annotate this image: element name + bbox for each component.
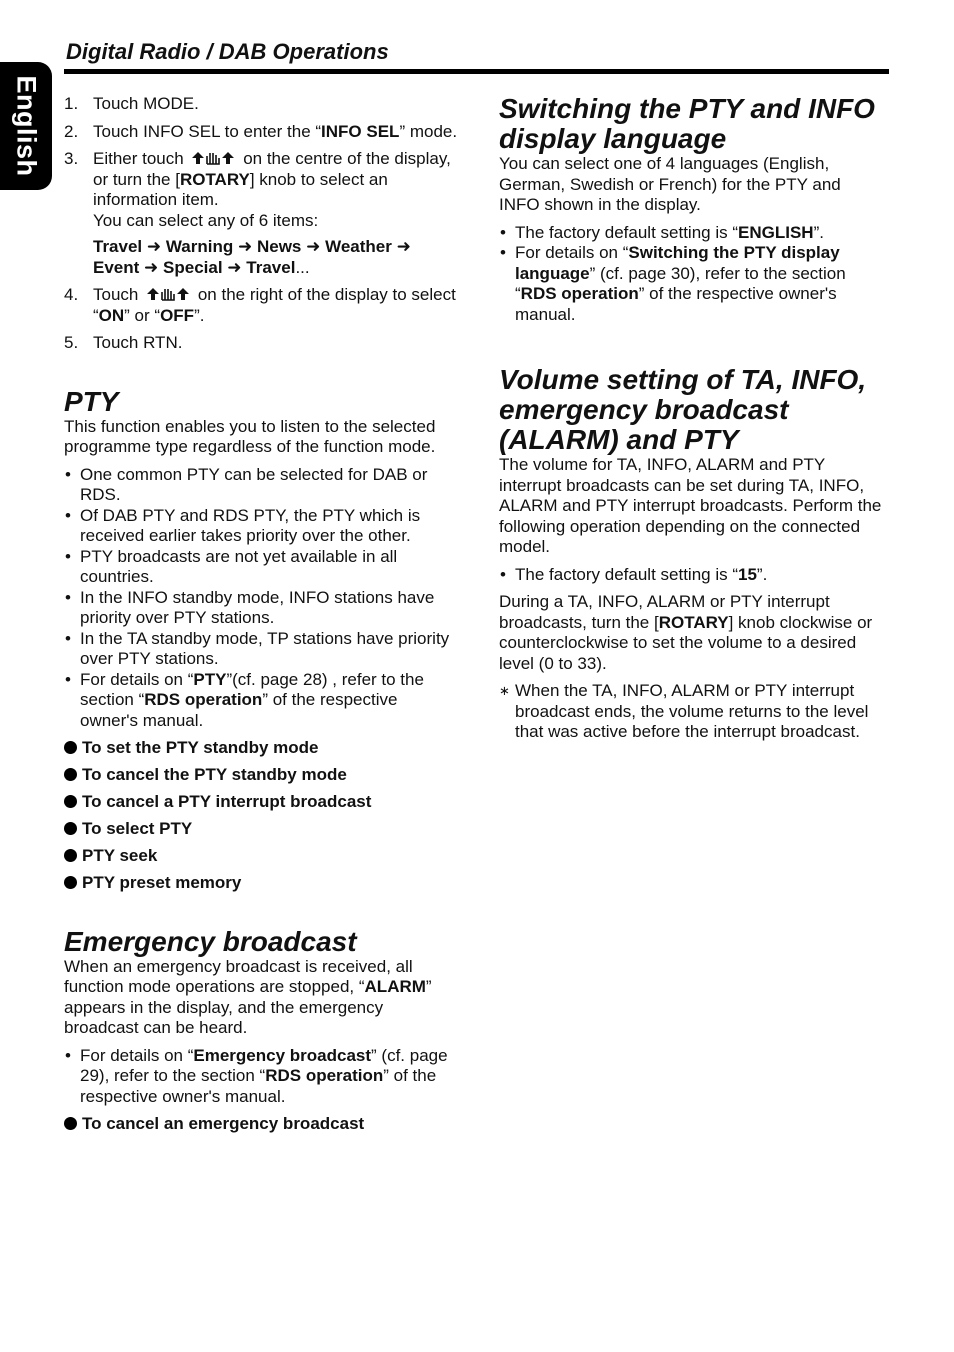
page-header: Digital Radio / DAB Operations — [66, 39, 389, 64]
left-column — [64, 94, 459, 1141]
list-item: • The factory default setting is “ENGLISH”. — [499, 223, 884, 244]
volume-instructions: During a TA, INFO, ALARM or PTY interrupt broadcasts, turn the [ROTARY] knob clockwise or counterclockwise to set the volume to a desired level (0 to 33). — [499, 592, 873, 673]
bullet-dot-icon — [64, 768, 77, 781]
pty-intro: This function enables you to listen to the selected programme type regardless of the function mode. — [64, 416, 436, 456]
emergency-intro: When an emergency broadcast is received, all function mode operations are stopped, “ALARM” appears in the display, and the emergency broadcast can be heard. — [64, 956, 432, 1037]
language-intro: You can select one of 4 languages (English, German, Swedish or French) for the PTY and INFO shown in the display. — [499, 154, 841, 214]
step-4: 4. Touch on the right of the display to select “ON” or “OFF”. — [64, 285, 456, 325]
list-item: • For details on “PTY”(cf. page 28) , refer to the section “RDS operation” of the respective owner's manual. — [64, 670, 459, 732]
list-item: • One common PTY can be selected for DAB or RDS. — [64, 465, 459, 506]
volume-note: ∗ When the TA, INFO, ALARM or PTY interrupt broadcast ends, the volume returns to the level that was active before the interrupt broadcast. — [499, 681, 869, 741]
pty-bullets — [64, 465, 459, 732]
side-tab-label: English — [11, 75, 42, 177]
pty-action-select: To select PTY — [64, 819, 459, 840]
bullet-dot-icon — [64, 849, 77, 862]
list-item: • Of DAB PTY and RDS PTY, the PTY which is received earlier takes priority over the other. — [64, 506, 459, 547]
list-item: • The factory default setting is “15”. — [499, 565, 884, 586]
emergency-action-cancel: To cancel an emergency broadcast — [64, 1114, 459, 1135]
volume-heading: Volume setting of TA, INFO, emergency broadcast (ALARM) and PTY — [499, 364, 867, 455]
pty-action-preset: PTY preset memory — [64, 873, 459, 894]
emergency-heading: Emergency broadcast — [64, 925, 357, 957]
asterisk-icon: ∗ — [499, 683, 510, 698]
step-1: 1. Touch MODE. — [64, 94, 199, 113]
step-1-text: Touch MODE. — [93, 94, 199, 113]
pty-action-cancel-standby: To cancel the PTY standby mode — [64, 765, 459, 786]
language-side-tab — [0, 62, 52, 190]
emergency-bullets — [64, 1046, 459, 1108]
list-item: • For details on “Switching the PTY display language” (cf. page 30), refer to the section “RDS operation” of the respective owner's manual. — [499, 243, 884, 325]
pty-item-sequence: Travel ➜ Warning ➜ News ➜ Weather ➜ Event ➜ Special ➜ Travel... — [93, 237, 411, 277]
list-item: • PTY broadcasts are not yet available in all countries. — [64, 547, 459, 588]
up-hand-up-icon — [190, 150, 236, 166]
list-item: • For details on “Emergency broadcast” (cf. page 29), refer to the section “RDS operation” of the respective owner's manual. — [64, 1046, 459, 1108]
bullet-dot-icon — [64, 741, 77, 754]
pty-action-cancel-interrupt: To cancel a PTY interrupt broadcast — [64, 792, 459, 813]
bullet-dot-icon — [64, 1117, 77, 1130]
list-item: • In the TA standby mode, TP stations have priority over PTY stations. — [64, 629, 459, 670]
volume-bullets — [499, 565, 884, 586]
step-3: 3. Either touch on the centre of the display, or turn the [ROTARY] knob to select an information item. You can select any of 6 items: Travel ➜ Warning ➜ News ➜ Weather ➜ Event ➜ Special ➜ Travel... — [64, 149, 459, 278]
step-2: 2. Touch INFO SEL to enter the “INFO SEL” mode. — [64, 121, 458, 141]
pty-heading: PTY — [64, 385, 119, 417]
language-heading: Switching the PTY and INFO display language — [499, 93, 875, 154]
pty-action-seek: PTY seek — [64, 846, 459, 867]
pty-action-set-standby: To set the PTY standby mode — [64, 738, 459, 759]
up-hand-up-icon — [145, 286, 191, 302]
step-5: 5. Touch RTN. — [64, 333, 183, 352]
language-bullets — [499, 223, 884, 326]
bullet-dot-icon — [64, 795, 77, 808]
volume-intro: The volume for TA, INFO, ALARM and PTY interrupt broadcasts can be set during TA, INFO, ALARM and PTY interrupt broadcasts. Perform the following operation depending on the connected model. — [499, 455, 882, 556]
list-item: • In the INFO standby mode, INFO stations have priority over PTY stations. — [64, 588, 459, 629]
right-column — [499, 94, 884, 743]
header-rule — [64, 69, 889, 74]
bullet-dot-icon — [64, 822, 77, 835]
bullet-dot-icon — [64, 876, 77, 889]
